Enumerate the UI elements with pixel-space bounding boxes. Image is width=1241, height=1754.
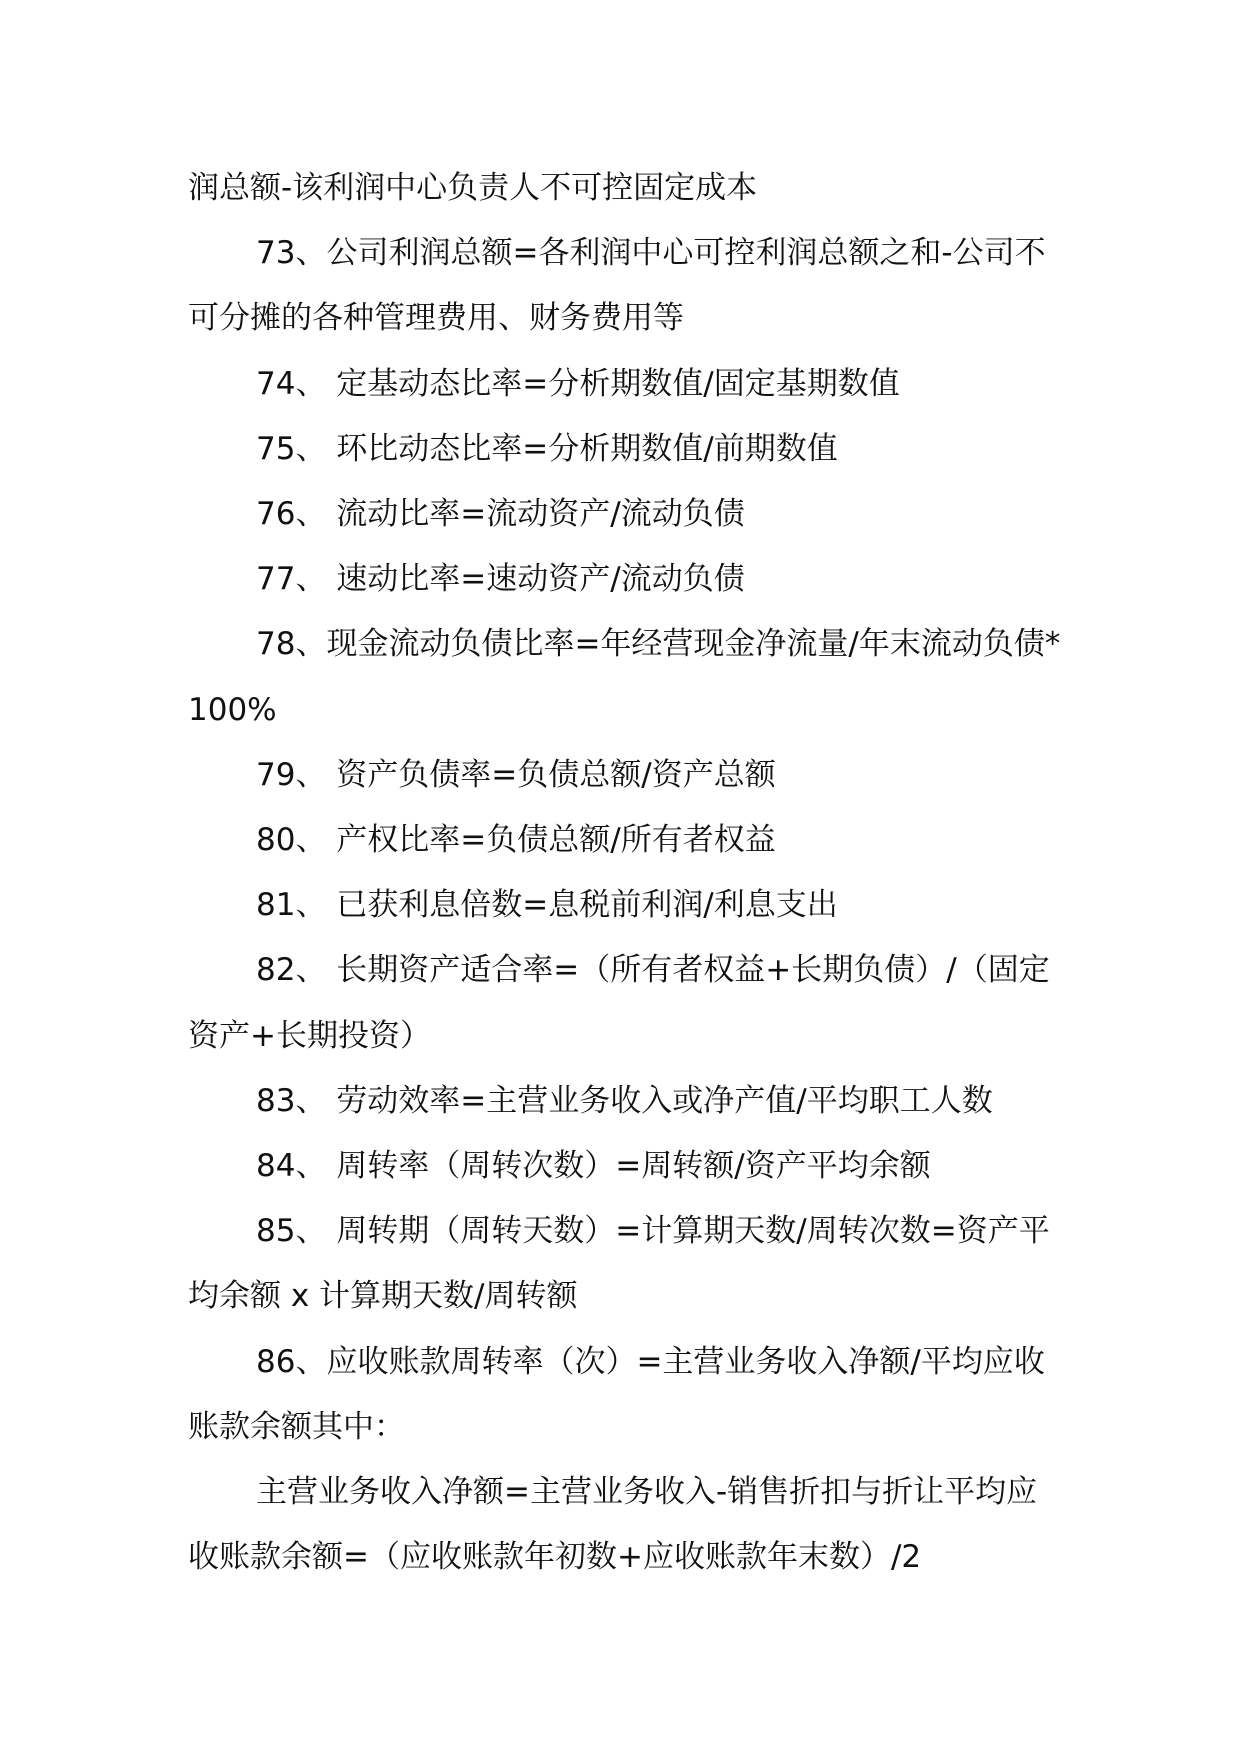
paragraph-85: 85、 周转期（周转天数）=计算期天数/周转次数=资产平均余额 x 计算期天数/周转额: [188, 1213, 1050, 1315]
paragraph-note: 主营业务收入净额=主营业务收入-销售折扣与折让平均应收账款余额=（应收账款年初数+应收账款年末数）/2: [188, 1474, 1038, 1576]
paragraph-continuation: 润总额-该利润中心负责人不可控固定成本: [188, 170, 758, 206]
document-body: [188, 156, 1063, 1590]
paragraph-86: 86、应收账款周转率（次）=主营业务收入净额/平均应收账款余额其中：: [188, 1343, 1045, 1445]
paragraph-73: 73、公司利润总额=各利润中心可控利润总额之和-公司不可分摊的各种管理费用、财务费用等: [188, 235, 1046, 337]
paragraph-77: 77、 速动比率=速动资产/流动负债: [256, 561, 745, 598]
paragraph-76: 76、 流动比率=流动资产/流动负债: [256, 496, 745, 533]
paragraph-80: 80、 产权比率=负债总额/所有者权益: [256, 822, 776, 859]
paragraph-81: 81、 已获利息倍数=息税前利润/利息支出: [256, 887, 838, 924]
paragraph-84: 84、 周转率（周转次数）=周转额/资产平均余额: [256, 1148, 931, 1185]
paragraph-79: 79、 资产负债率=负债总额/资产总额: [256, 756, 776, 793]
paragraph-78: 78、现金流动负债比率=年经营现金净流量/年末流动负债*100%: [188, 626, 1061, 728]
paragraph-82: 82、 长期资产适合率=（所有者权益+长期负债）/（固定资产+长期投资）: [188, 952, 1050, 1054]
paragraph-74: 74、 定基动态比率=分析期数值/固定基期数值: [256, 365, 900, 402]
paragraph-75: 75、 环比动态比率=分析期数值/前期数值: [256, 430, 838, 467]
paragraph-83: 83、 劳动效率=主营业务收入或净产值/平均职工人数: [256, 1082, 993, 1119]
